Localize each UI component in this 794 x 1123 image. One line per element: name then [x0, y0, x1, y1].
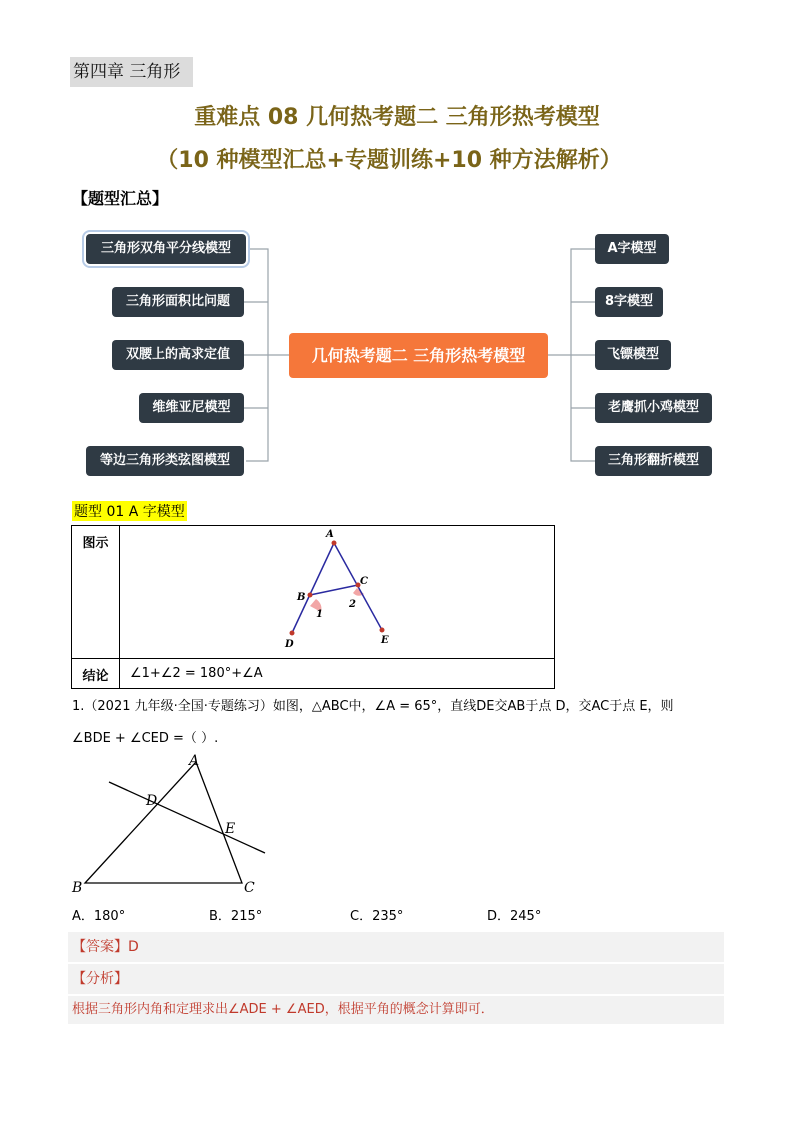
- mindmap-node-left-4[interactable]: 维维亚尼模型: [139, 393, 244, 423]
- fig-label-a: A: [326, 529, 334, 540]
- answer-value: D: [128, 939, 139, 955]
- conclusion-text: ∠1+∠2 = 180°+∠A: [120, 659, 555, 689]
- model-table: [71, 525, 555, 689]
- q-label-e: E: [225, 821, 236, 837]
- question-stem: 1.（2021 九年级·全国·专题练习）如图，△ABC中，∠A = 65°，直线DE交AB于点 D，交AC于点 E，则: [72, 699, 674, 714]
- figure-cell: [120, 526, 555, 659]
- page-title: 重难点 08 几何热考题二 三角形热考模型: [194, 105, 600, 130]
- conclusion-row-label: 结论: [72, 659, 120, 689]
- chapter-label: 第四章 三角形: [70, 57, 193, 87]
- q-label-c: C: [244, 880, 255, 895]
- fig-label-c: C: [360, 576, 368, 587]
- a-shape-figure: [120, 526, 554, 654]
- option-d[interactable]: D．245°: [487, 909, 542, 924]
- question-figure: [60, 745, 290, 895]
- fig-label-2: 2: [349, 599, 356, 610]
- mindmap-center-node[interactable]: 几何热考题二 三角形热考模型: [289, 333, 548, 378]
- q-label-b: B: [72, 880, 83, 895]
- page-subtitle: （10 种模型汇总+专题训练+10 种方法解析）: [156, 148, 622, 173]
- analysis-text-band: [68, 996, 724, 1024]
- option-b[interactable]: B．215°: [209, 909, 263, 924]
- fig-label-d: D: [285, 639, 294, 650]
- mindmap-node-right-5[interactable]: 三角形翻折模型: [595, 446, 712, 476]
- analysis-label: 【分析】: [72, 971, 128, 987]
- fig-label-b: B: [297, 592, 306, 603]
- section-heading: 【题型汇总】: [72, 189, 169, 208]
- mindmap-node-left-3[interactable]: 双腰上的高求定值: [112, 340, 244, 370]
- mindmap-node-right-1[interactable]: A字模型: [595, 234, 669, 264]
- answer-label: 【答案】: [72, 939, 128, 955]
- mindmap-node-right-2[interactable]: 8字模型: [595, 287, 663, 317]
- figure-row-label: 图示: [72, 526, 120, 659]
- analysis-band: [68, 964, 724, 994]
- option-c[interactable]: C．235°: [350, 909, 404, 924]
- type-label: 题型 01 A 字模型: [72, 501, 187, 521]
- mindmap-node-left-2[interactable]: 三角形面积比问题: [112, 287, 244, 317]
- mindmap-node-left-1[interactable]: 三角形双角平分线模型: [86, 234, 246, 264]
- mindmap-node-right-4[interactable]: 老鹰抓小鸡模型: [595, 393, 712, 423]
- option-a[interactable]: A．180°: [72, 909, 126, 924]
- mindmap-node-right-3[interactable]: 飞镖模型: [595, 340, 671, 370]
- question-stem-line2: ∠BDE + ∠CED =（ ）.: [72, 731, 219, 746]
- answer-band: [68, 932, 724, 962]
- fig-label-e: E: [381, 635, 389, 646]
- q-label-d: D: [146, 793, 158, 809]
- q-label-a: A: [189, 753, 200, 769]
- analysis-text: 根据三角形内角和定理求出∠ADE + ∠AED，根据平角的概念计算即可．: [72, 1002, 494, 1017]
- fig-label-1: 1: [316, 609, 323, 620]
- mindmap-node-left-5[interactable]: 等边三角形类弦图模型: [86, 446, 244, 476]
